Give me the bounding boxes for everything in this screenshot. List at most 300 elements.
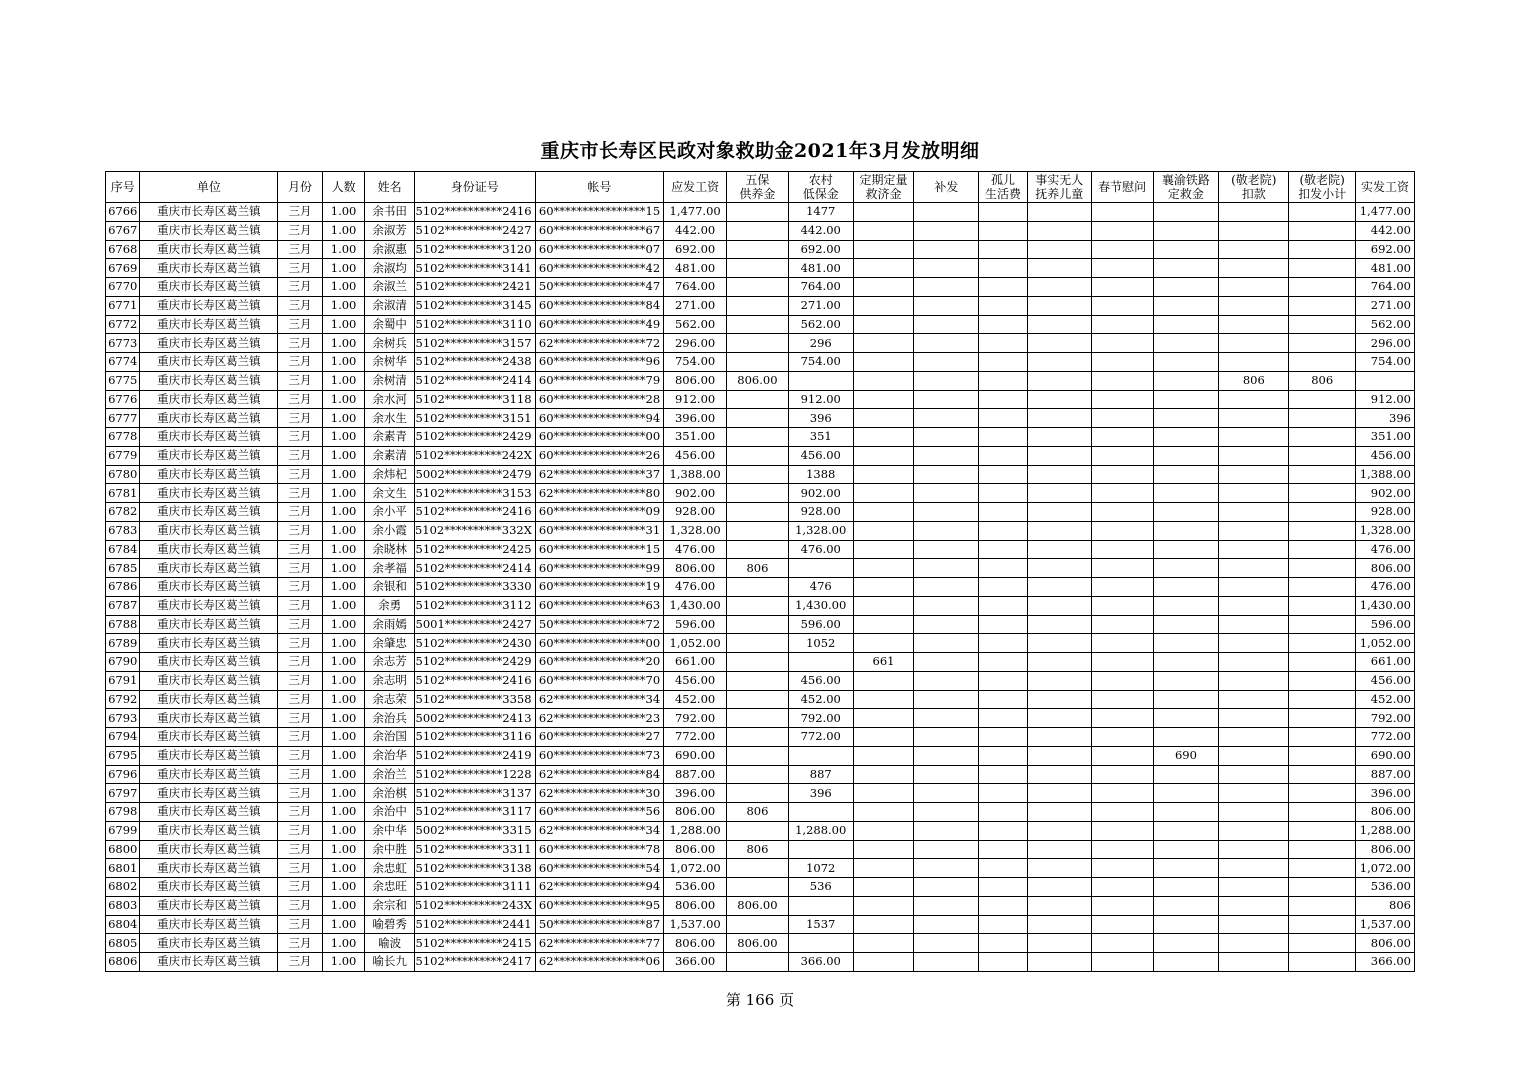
column-header (853, 172, 914, 203)
table-cell (1153, 259, 1219, 278)
table-cell (727, 915, 789, 934)
table-cell: 余志芳 (365, 653, 415, 672)
table-cell: 806 (727, 803, 789, 822)
table-cell (1091, 615, 1153, 634)
table-cell (914, 596, 979, 615)
column-header-label: 实发工资 (1361, 180, 1410, 194)
table-cell (1289, 484, 1356, 503)
table-cell: 476.00 (664, 578, 727, 597)
table-cell: 6806 (106, 953, 140, 972)
table-cell: 5002**********3315 (414, 821, 535, 840)
table-cell: 三月 (278, 203, 323, 222)
table-cell: 余树清 (365, 371, 415, 390)
table-cell (853, 559, 914, 578)
table-cell (1091, 728, 1153, 747)
table-cell (979, 746, 1028, 765)
table-cell (1219, 784, 1289, 803)
table-cell (1027, 390, 1091, 409)
table-cell: 6794 (106, 728, 140, 747)
table-cell (1219, 259, 1289, 278)
table-cell: 喻碧秀 (365, 915, 415, 934)
table-cell: 806.00 (1356, 803, 1415, 822)
table-cell (979, 559, 1028, 578)
table-cell: 562.00 (788, 315, 853, 334)
table-cell: 1.00 (322, 596, 365, 615)
column-header (979, 172, 1028, 203)
table-cell: 1.00 (322, 578, 365, 597)
column-header (535, 172, 664, 203)
table-cell: 5102**********3137 (414, 784, 535, 803)
table-cell: 6790 (106, 653, 140, 672)
table-cell: 806.00 (1356, 934, 1415, 953)
table-row (106, 578, 1415, 597)
table-cell: 536.00 (664, 878, 727, 897)
table-cell (1027, 503, 1091, 522)
table-cell (1091, 446, 1153, 465)
table-cell (853, 821, 914, 840)
table-cell (1091, 578, 1153, 597)
table-cell (1219, 821, 1289, 840)
table-cell (1091, 465, 1153, 484)
table-cell: 三月 (278, 953, 323, 972)
table-cell: 重庆市长寿区葛兰镇 (140, 878, 278, 897)
table-cell: 764.00 (664, 278, 727, 297)
table-cell: 三月 (278, 784, 323, 803)
table-cell: 764.00 (1356, 278, 1415, 297)
table-cell (853, 765, 914, 784)
table-cell: 1.00 (322, 896, 365, 915)
table-cell: 余淑均 (365, 259, 415, 278)
table-cell: 1.00 (322, 653, 365, 672)
table-cell: 三月 (278, 728, 323, 747)
table-cell: 442.00 (1356, 221, 1415, 240)
table-cell: 余中胜 (365, 840, 415, 859)
table-cell: 1.00 (322, 859, 365, 878)
table-cell: 806 (727, 559, 789, 578)
table-cell (1091, 709, 1153, 728)
table-cell (853, 746, 914, 765)
table-cell: 1537 (788, 915, 853, 934)
table-cell (1091, 521, 1153, 540)
table-cell: 806.00 (1356, 559, 1415, 578)
table-cell (853, 390, 914, 409)
table-row (106, 934, 1415, 953)
table-cell: 余水河 (365, 390, 415, 409)
table-cell: 重庆市长寿区葛兰镇 (140, 240, 278, 259)
table-cell (853, 353, 914, 372)
table-cell: 三月 (278, 803, 323, 822)
table-cell: 1.00 (322, 334, 365, 353)
table-row (106, 203, 1415, 222)
table-cell: 6792 (106, 690, 140, 709)
table-cell (914, 578, 979, 597)
table-cell (979, 784, 1028, 803)
table-cell (979, 409, 1028, 428)
table-cell: 6778 (106, 428, 140, 447)
table-cell (1153, 353, 1219, 372)
table-cell: 重庆市长寿区葛兰镇 (140, 746, 278, 765)
table-row (106, 221, 1415, 240)
table-cell (1289, 934, 1356, 953)
table-cell (979, 521, 1028, 540)
table-cell: 6795 (106, 746, 140, 765)
table-cell: 62****************34 (535, 690, 664, 709)
table-cell: 5102**********2417 (414, 953, 535, 972)
table-cell: 1,328.00 (1356, 521, 1415, 540)
column-header (914, 172, 979, 203)
table-cell: 重庆市长寿区葛兰镇 (140, 934, 278, 953)
table-cell (727, 503, 789, 522)
table-cell: 476 (788, 578, 853, 597)
table-cell (1289, 334, 1356, 353)
table-cell (727, 634, 789, 653)
table-cell (1091, 259, 1153, 278)
table-cell: 1.00 (322, 465, 365, 484)
table-cell (1091, 503, 1153, 522)
table-cell: 余淑芳 (365, 221, 415, 240)
table-cell: 余肇忠 (365, 634, 415, 653)
table-cell (914, 353, 979, 372)
table-cell: 928.00 (664, 503, 727, 522)
table-cell: 1.00 (322, 840, 365, 859)
table-cell (727, 353, 789, 372)
table-cell (1091, 634, 1153, 653)
table-cell: 余蜀中 (365, 315, 415, 334)
table-cell (853, 915, 914, 934)
table-cell: 60****************70 (535, 671, 664, 690)
table-row (106, 728, 1415, 747)
table-row (106, 371, 1415, 390)
table-cell (1027, 240, 1091, 259)
table-cell (979, 446, 1028, 465)
table-cell: 5102**********2416 (414, 203, 535, 222)
table-cell: 三月 (278, 615, 323, 634)
table-cell: 重庆市长寿区葛兰镇 (140, 634, 278, 653)
table-cell: 重庆市长寿区葛兰镇 (140, 653, 278, 672)
table-cell: 5102**********3145 (414, 296, 535, 315)
table-cell: 喻波 (365, 934, 415, 953)
table-cell (1027, 371, 1091, 390)
table-cell (1289, 503, 1356, 522)
table-cell (1153, 371, 1219, 390)
table-cell (1091, 934, 1153, 953)
table-cell (1091, 746, 1153, 765)
table-cell (1091, 859, 1153, 878)
table-cell (1289, 296, 1356, 315)
table-row (106, 503, 1415, 522)
table-cell: 690 (1153, 746, 1219, 765)
table-cell: 792.00 (1356, 709, 1415, 728)
table-cell (1027, 484, 1091, 503)
table-cell: 三月 (278, 821, 323, 840)
table-cell (1219, 240, 1289, 259)
table-cell (979, 915, 1028, 934)
table-cell: 806.00 (664, 559, 727, 578)
table-cell (1027, 578, 1091, 597)
table-cell (914, 784, 979, 803)
table-cell: 62****************30 (535, 784, 664, 803)
table-cell: 1.00 (322, 353, 365, 372)
table-cell (914, 859, 979, 878)
table-cell: 60****************94 (535, 409, 664, 428)
table-cell (1027, 840, 1091, 859)
table-cell: 6782 (106, 503, 140, 522)
column-header-label: 襄渝铁路 (1161, 173, 1210, 187)
table-cell (1153, 428, 1219, 447)
table-cell (979, 203, 1028, 222)
table-cell (914, 296, 979, 315)
table-cell: 5102**********2421 (414, 278, 535, 297)
table-cell: 5102**********3151 (414, 409, 535, 428)
table-cell (1289, 315, 1356, 334)
table-cell (914, 690, 979, 709)
table-cell: 62****************72 (535, 334, 664, 353)
table-cell (1153, 690, 1219, 709)
table-cell (1219, 596, 1289, 615)
table-cell: 1,388.00 (1356, 465, 1415, 484)
table-cell (1289, 446, 1356, 465)
table-cell (1289, 278, 1356, 297)
table-cell (1289, 559, 1356, 578)
table-cell: 5102**********2414 (414, 371, 535, 390)
table-cell: 三月 (278, 878, 323, 897)
table-cell (1091, 334, 1153, 353)
column-header-label: 扣款 (1241, 187, 1266, 201)
table-cell (979, 671, 1028, 690)
table-cell (853, 784, 914, 803)
table-cell: 806.00 (664, 896, 727, 915)
table-cell: 重庆市长寿区葛兰镇 (140, 465, 278, 484)
table-row (106, 428, 1415, 447)
column-header (664, 172, 727, 203)
table-cell (853, 409, 914, 428)
table-cell: 重庆市长寿区葛兰镇 (140, 953, 278, 972)
table-cell (1289, 953, 1356, 972)
table-cell (1091, 559, 1153, 578)
table-cell: 三月 (278, 409, 323, 428)
table-cell: 902.00 (664, 484, 727, 503)
table-cell: 912.00 (1356, 390, 1415, 409)
table-cell: 62****************37 (535, 465, 664, 484)
column-header-label: 单位 (196, 180, 221, 194)
table-cell (1153, 728, 1219, 747)
table-cell: 754.00 (1356, 353, 1415, 372)
table-cell: 442.00 (664, 221, 727, 240)
table-cell: 806.00 (727, 371, 789, 390)
table-cell (1027, 653, 1091, 672)
table-cell: 6788 (106, 615, 140, 634)
table-row (106, 484, 1415, 503)
table-cell (1219, 653, 1289, 672)
table-cell: 476.00 (1356, 578, 1415, 597)
column-header (727, 172, 789, 203)
table-cell (727, 540, 789, 559)
table-cell: 重庆市长寿区葛兰镇 (140, 446, 278, 465)
table-cell (1153, 709, 1219, 728)
table-cell: 1,477.00 (664, 203, 727, 222)
table-cell: 396 (788, 784, 853, 803)
table-cell: 1.00 (322, 540, 365, 559)
table-cell: 806.00 (1356, 840, 1415, 859)
table-cell (1091, 484, 1153, 503)
table-cell: 重庆市长寿区葛兰镇 (140, 540, 278, 559)
column-header (322, 172, 365, 203)
column-header (140, 172, 278, 203)
table-cell: 三月 (278, 334, 323, 353)
table-cell (1219, 934, 1289, 953)
table-cell (914, 259, 979, 278)
table-cell (979, 428, 1028, 447)
table-cell: 6793 (106, 709, 140, 728)
table-cell: 806.00 (727, 934, 789, 953)
table-cell (1153, 521, 1219, 540)
table-cell (1219, 709, 1289, 728)
table-cell: 5102**********2416 (414, 503, 535, 522)
table-cell: 476.00 (788, 540, 853, 559)
table-cell: 6779 (106, 446, 140, 465)
table-cell (914, 521, 979, 540)
table-cell (1289, 840, 1356, 859)
table-cell (1091, 315, 1153, 334)
column-header-label: 身份证号 (450, 180, 499, 194)
table-cell (1027, 465, 1091, 484)
table-cell: 重庆市长寿区葛兰镇 (140, 615, 278, 634)
table-cell (914, 765, 979, 784)
table-cell (1219, 409, 1289, 428)
table-cell: 452.00 (1356, 690, 1415, 709)
table-cell (853, 465, 914, 484)
table-cell: 余志荣 (365, 690, 415, 709)
table-row (106, 840, 1415, 859)
table-cell: 重庆市长寿区葛兰镇 (140, 371, 278, 390)
table-cell (853, 203, 914, 222)
table-cell (727, 653, 789, 672)
table-cell: 重庆市长寿区葛兰镇 (140, 821, 278, 840)
table-cell (1027, 896, 1091, 915)
table-cell: 6786 (106, 578, 140, 597)
table-cell (1219, 521, 1289, 540)
table-cell: 重庆市长寿区葛兰镇 (140, 259, 278, 278)
table-cell: 1.00 (322, 934, 365, 953)
table-cell (1027, 259, 1091, 278)
table-cell: 5102**********3138 (414, 859, 535, 878)
table-cell (1091, 390, 1153, 409)
table-cell (1027, 953, 1091, 972)
table-cell (1289, 915, 1356, 934)
table-cell (727, 578, 789, 597)
table-cell: 6787 (106, 596, 140, 615)
table-cell: 351 (788, 428, 853, 447)
column-header-label: 供养金 (739, 187, 776, 201)
table-cell: 6772 (106, 315, 140, 334)
table-cell: 6769 (106, 259, 140, 278)
table-cell: 三月 (278, 221, 323, 240)
table-cell: 6775 (106, 371, 140, 390)
table-cell: 6799 (106, 821, 140, 840)
table-cell: 重庆市长寿区葛兰镇 (140, 840, 278, 859)
table-row (106, 296, 1415, 315)
table-cell (1219, 390, 1289, 409)
table-cell: 余忠虹 (365, 859, 415, 878)
table-cell: 772.00 (788, 728, 853, 747)
table-cell: 5102**********3116 (414, 728, 535, 747)
table-cell: 5102**********242X (414, 446, 535, 465)
table-cell (914, 728, 979, 747)
table-cell (1153, 934, 1219, 953)
table-cell: 三月 (278, 371, 323, 390)
table-cell: 396.00 (1356, 784, 1415, 803)
table-cell (1153, 559, 1219, 578)
table-cell (1153, 409, 1219, 428)
table-cell (1219, 203, 1289, 222)
table-row (106, 615, 1415, 634)
table-cell: 60****************54 (535, 859, 664, 878)
table-cell: 重庆市长寿区葛兰镇 (140, 334, 278, 353)
table-cell: 余治华 (365, 746, 415, 765)
table-cell: 重庆市长寿区葛兰镇 (140, 221, 278, 240)
column-header (106, 172, 140, 203)
table-cell: 60****************00 (535, 634, 664, 653)
table-cell: 1.00 (322, 240, 365, 259)
table-cell (1153, 596, 1219, 615)
table-cell (979, 821, 1028, 840)
table-cell: 三月 (278, 709, 323, 728)
table-cell (979, 465, 1028, 484)
table-cell: 60****************19 (535, 578, 664, 597)
table-cell (979, 596, 1028, 615)
table-cell: 562.00 (664, 315, 727, 334)
table-cell (1153, 784, 1219, 803)
column-header (1027, 172, 1091, 203)
table-cell (1289, 765, 1356, 784)
table-cell: 50****************87 (535, 915, 664, 934)
table-cell: 50****************47 (535, 278, 664, 297)
table-cell: 296 (788, 334, 853, 353)
table-cell: 806.00 (664, 803, 727, 822)
table-cell (1219, 221, 1289, 240)
table-cell: 1,288.00 (1356, 821, 1415, 840)
table-cell (727, 765, 789, 784)
table-cell (1027, 915, 1091, 934)
table-cell: 887 (788, 765, 853, 784)
table-cell (788, 934, 853, 953)
column-header-label: 人数 (331, 180, 356, 194)
table-cell (853, 859, 914, 878)
table-cell: 60****************96 (535, 353, 664, 372)
table-cell (727, 671, 789, 690)
table-cell (727, 746, 789, 765)
table-cell: 1.00 (322, 296, 365, 315)
table-row (106, 953, 1415, 972)
table-cell: 806.00 (664, 840, 727, 859)
table-cell (727, 428, 789, 447)
table-cell: 5102**********3157 (414, 334, 535, 353)
table-cell: 5102**********3358 (414, 690, 535, 709)
table-cell (727, 821, 789, 840)
column-header-label: 定救金 (1167, 187, 1204, 201)
table-cell: 1,477.00 (1356, 203, 1415, 222)
table-cell: 5102**********3120 (414, 240, 535, 259)
table-cell (1027, 671, 1091, 690)
table-cell: 余小平 (365, 503, 415, 522)
table-cell: 重庆市长寿区葛兰镇 (140, 709, 278, 728)
column-header-label: 春节慰问 (1098, 180, 1147, 194)
table-cell: 余素清 (365, 446, 415, 465)
table-row (106, 521, 1415, 540)
table-cell: 6774 (106, 353, 140, 372)
column-header-label: (敬老院) (1231, 173, 1277, 187)
table-cell: 366.00 (788, 953, 853, 972)
